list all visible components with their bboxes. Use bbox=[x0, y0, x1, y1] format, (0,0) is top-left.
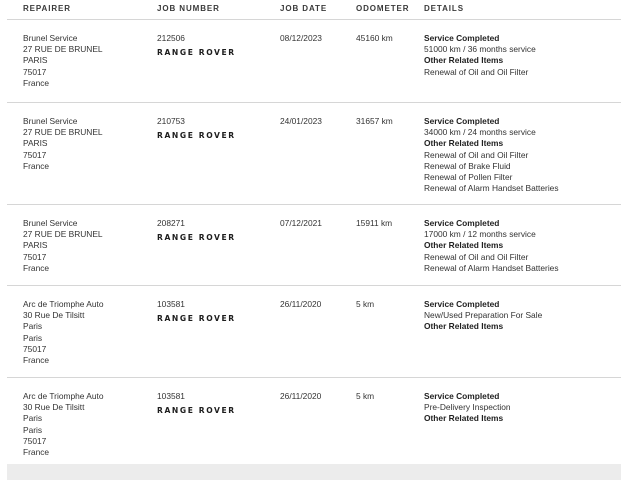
repairer-line: France bbox=[23, 355, 50, 366]
details-cell bbox=[424, 205, 621, 286]
job-number-cell bbox=[157, 286, 280, 378]
table-body bbox=[7, 20, 621, 467]
job-date: 26/11/2020 bbox=[280, 286, 356, 378]
repairer-line: 27 RUE DE BRUNEL bbox=[23, 127, 103, 138]
table-row bbox=[7, 20, 621, 103]
details-heading: Other Related Items bbox=[424, 55, 504, 66]
job-number-cell bbox=[157, 103, 280, 205]
table-row bbox=[7, 205, 621, 286]
repairer-line: PARIS bbox=[23, 55, 48, 66]
details-heading: Service Completed bbox=[424, 299, 500, 309]
details-cell bbox=[424, 286, 621, 378]
job-number: 103581 bbox=[157, 299, 185, 309]
header-job-number: JOB NUMBER bbox=[157, 0, 280, 20]
details-cell bbox=[424, 20, 621, 103]
brand-logo: RANGE ROVER bbox=[157, 131, 236, 141]
job-date: 08/12/2023 bbox=[280, 20, 356, 103]
repairer-line: France bbox=[23, 77, 50, 88]
odometer-reading: 5 km bbox=[356, 391, 375, 401]
repairer-line: France bbox=[23, 160, 50, 171]
details-item: Renewal of Alarm Handset Batteries bbox=[424, 262, 559, 273]
details-item: Renewal of Oil and Oil Filter bbox=[424, 251, 529, 262]
repairer-line: 75017 bbox=[23, 251, 47, 262]
repairer-line: 27 RUE DE BRUNEL bbox=[23, 44, 103, 55]
details-heading: Service Completed bbox=[424, 33, 500, 43]
job-number-cell bbox=[157, 205, 280, 286]
brand-logo: RANGE ROVER bbox=[157, 406, 236, 416]
service-history-panel bbox=[7, 0, 621, 466]
details-heading: Other Related Items bbox=[424, 321, 504, 332]
repairer-cell bbox=[7, 286, 157, 378]
repairer-line: Paris bbox=[23, 424, 43, 435]
repairer-line: PARIS bbox=[23, 240, 48, 251]
repairer-line: 75017 bbox=[23, 149, 47, 160]
job-date: 26/11/2020 bbox=[280, 391, 322, 401]
job-date: 24/01/2023 bbox=[280, 103, 356, 205]
details-heading: Service Completed bbox=[424, 116, 500, 126]
repairer-line: France bbox=[23, 447, 50, 458]
details-item: Pre-Delivery Inspection bbox=[424, 402, 511, 413]
repairer-line: 27 RUE DE BRUNEL bbox=[23, 229, 103, 240]
repairer-line: Brunel Service bbox=[23, 116, 78, 126]
header-job-date: JOB DATE bbox=[280, 0, 356, 20]
odometer-reading: 45160 km bbox=[356, 20, 424, 103]
repairer-line: 75017 bbox=[23, 435, 47, 446]
brand-logo: RANGE ROVER bbox=[157, 314, 236, 324]
repairer-line: 30 Rue De Tilsitt bbox=[23, 402, 85, 413]
odometer-reading: 31657 km bbox=[356, 103, 424, 205]
details-item: New/Used Preparation For Sale bbox=[424, 310, 543, 321]
header-odometer: ODOMETER bbox=[356, 0, 424, 20]
header-repairer: REPAIRER bbox=[7, 0, 157, 20]
details-heading: Other Related Items bbox=[424, 138, 504, 149]
repairer-line: Paris bbox=[23, 321, 43, 332]
odometer-reading: 5 km bbox=[356, 286, 424, 378]
details-heading: Service Completed bbox=[424, 391, 500, 401]
job-number: 210753 bbox=[157, 116, 185, 126]
details-heading: Other Related Items bbox=[424, 240, 504, 251]
table-row bbox=[7, 378, 621, 467]
details-item: Renewal of Brake Fluid bbox=[424, 160, 511, 171]
details-item: Renewal of Oil and Oil Filter bbox=[424, 149, 529, 160]
details-cell bbox=[424, 378, 621, 467]
header-details: DETAILS bbox=[424, 0, 621, 20]
repairer-line: Arc de Triomphe Auto bbox=[23, 391, 104, 401]
repairer-cell bbox=[7, 103, 157, 205]
job-number: 212506 bbox=[157, 33, 185, 43]
repairer-line: Paris bbox=[23, 332, 43, 343]
table-row bbox=[7, 103, 621, 205]
repairer-cell bbox=[7, 378, 157, 467]
brand-logo: RANGE ROVER bbox=[157, 233, 236, 243]
repairer-line: 75017 bbox=[23, 66, 47, 77]
job-number: 208271 bbox=[157, 218, 185, 228]
details-heading: Service Completed bbox=[424, 218, 500, 228]
details-item: Renewal of Oil and Oil Filter bbox=[424, 66, 529, 77]
details-item: 51000 km / 36 months service bbox=[424, 44, 536, 55]
repairer-line: France bbox=[23, 262, 50, 273]
repairer-cell bbox=[7, 20, 157, 103]
repairer-line: 30 Rue De Tilsitt bbox=[23, 310, 85, 321]
details-item: Renewal of Pollen Filter bbox=[424, 172, 513, 183]
table-header-row bbox=[7, 0, 621, 20]
brand-logo: RANGE ROVER bbox=[157, 48, 236, 58]
panel-footer-band bbox=[7, 464, 621, 480]
repairer-line: Brunel Service bbox=[23, 218, 78, 228]
job-number-cell bbox=[157, 378, 280, 467]
details-item: 17000 km / 12 months service bbox=[424, 229, 536, 240]
details-cell bbox=[424, 103, 621, 205]
repairer-line: Brunel Service bbox=[23, 33, 78, 43]
job-number: 103581 bbox=[157, 391, 185, 401]
details-item: 34000 km / 24 months service bbox=[424, 127, 536, 138]
job-number-cell bbox=[157, 20, 280, 103]
details-heading: Other Related Items bbox=[424, 413, 504, 424]
repairer-cell bbox=[7, 205, 157, 286]
page-margin bbox=[621, 0, 640, 480]
repairer-line: 75017 bbox=[23, 343, 47, 354]
repairer-line: Arc de Triomphe Auto bbox=[23, 299, 104, 309]
service-history-table bbox=[7, 0, 621, 466]
odometer-reading: 15911 km bbox=[356, 205, 424, 286]
repairer-line: Paris bbox=[23, 413, 43, 424]
job-date: 07/12/2021 bbox=[280, 205, 356, 286]
details-item: Renewal of Alarm Handset Batteries bbox=[424, 183, 559, 194]
repairer-line: PARIS bbox=[23, 138, 48, 149]
table-row bbox=[7, 286, 621, 378]
